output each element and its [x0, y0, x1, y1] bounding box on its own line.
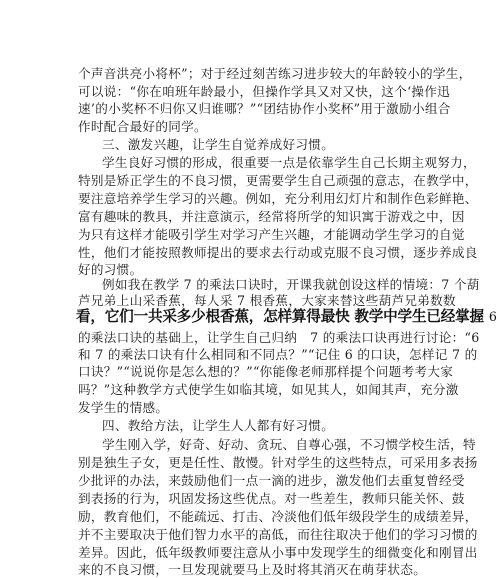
- text-line: 吗？”这种教学方式使学生如临其境，如见其人，如闻其声，充分激: [78, 382, 459, 397]
- overlay-heading-part-1: 看，它们一共采多少根香蕉，怎样算得最快: [76, 308, 350, 325]
- text-line: 并不主要取决于他们智力水平的高低，而往往取决于他们的学习习惯的: [78, 527, 478, 542]
- text-line: 到表扬的行为，巩固发扬这些优点。对一些差生，教师只能关怀、鼓: [78, 491, 465, 506]
- overlay-heading-part-2: 教学中学生已经掌握: [354, 308, 484, 325]
- text-line: 性，他们才能按照教师提出的要求去行动或克服不良习惯，逐步养成良: [78, 245, 478, 260]
- text-line: 特别是矫正学生的不良习惯，更需要学生自己顽强的意志，在教学中，: [78, 173, 478, 188]
- overlay-heading: [76, 308, 497, 326]
- overlay-tail: 6: [488, 309, 497, 324]
- text-line: 学生刚入学，好奇、好动、贪玩、自尊心强，不习惯学校生活，特: [102, 437, 476, 452]
- text-line: 作时配合最好的同学。: [78, 119, 207, 134]
- text-line: 好的习惯。: [78, 262, 143, 277]
- text-line: 别是独生子女，更是任性、散慢。针对学生的这些特点，可采用多表扬: [78, 455, 478, 470]
- text-line: 学生良好习惯的形成，很重要一点是依靠学生自己长期主观努力，: [102, 155, 476, 170]
- text-line: 励，教育他们，不能疏远、打击、冷淡他们低年级段学生的成绩差异，: [78, 509, 478, 524]
- text-line: 口诀？”“说说你是怎么想的？”“你能像老师那样提个问题考考大家: [78, 364, 454, 379]
- text-line: 富有趣味的教具，并注意演示，经常将所学的知识寓于游戏之中，因: [78, 209, 465, 224]
- text-line: 芦兄弟上山采香蕉，每人采 7 根香蕉，大家来替这些葫芦兄弟数数: [78, 293, 456, 308]
- text-line: 可以说：“你在咱班年龄最小，但操作学具又对又快，这个‘操作迅: [78, 84, 451, 99]
- text-line: 要注意培养学生学习的兴趣。例如，充分利用幻灯片和制作色彩鲜艳、: [78, 191, 478, 206]
- section-heading: 三、激发兴趣，让学生自觉养成好习惯。: [102, 137, 335, 152]
- text-line: 少批评的办法，来鼓励他们一点一滴的进步，激发他们去重复曾经受: [78, 473, 465, 488]
- text-line: 为只有这样才能吸引学生对学习产生兴趣，才能调动学生学习的自觉: [78, 227, 465, 242]
- section-heading: 四、教给方法，让学生人人都有好习惯。: [102, 418, 335, 433]
- text-line: 发学生的情感。: [78, 400, 169, 415]
- text-line: 例如我在教学 7 的乘法口诀时，开课我就创设这样的情境：7 个葫: [102, 277, 480, 292]
- text-line: 个声音洪亮小将杯”；对于经过刻苦练习进步较大的年龄较小的学生，: [78, 66, 472, 81]
- text-line: 差异。因此，低年级教师要注意从小事中发现学生的细微变化和刚冒出: [78, 545, 478, 560]
- text-line: 的乘法口诀的基础上，让学生自己归纳 7 的乘法口诀再进行讨论：“6: [78, 330, 480, 345]
- text-line: 速’的小奖杯不归你又归谁哪？”“团结协作小奖杯”用于激励小组合: [78, 101, 451, 116]
- text-line: 和 7 的乘法口诀有什么相同和不同点？”“记住 6 的口诀，怎样记 7 的: [78, 347, 478, 362]
- text-line: 来的不良习惯，一旦发现就要马上及时将其消灭在萌芽状态。: [78, 562, 427, 577]
